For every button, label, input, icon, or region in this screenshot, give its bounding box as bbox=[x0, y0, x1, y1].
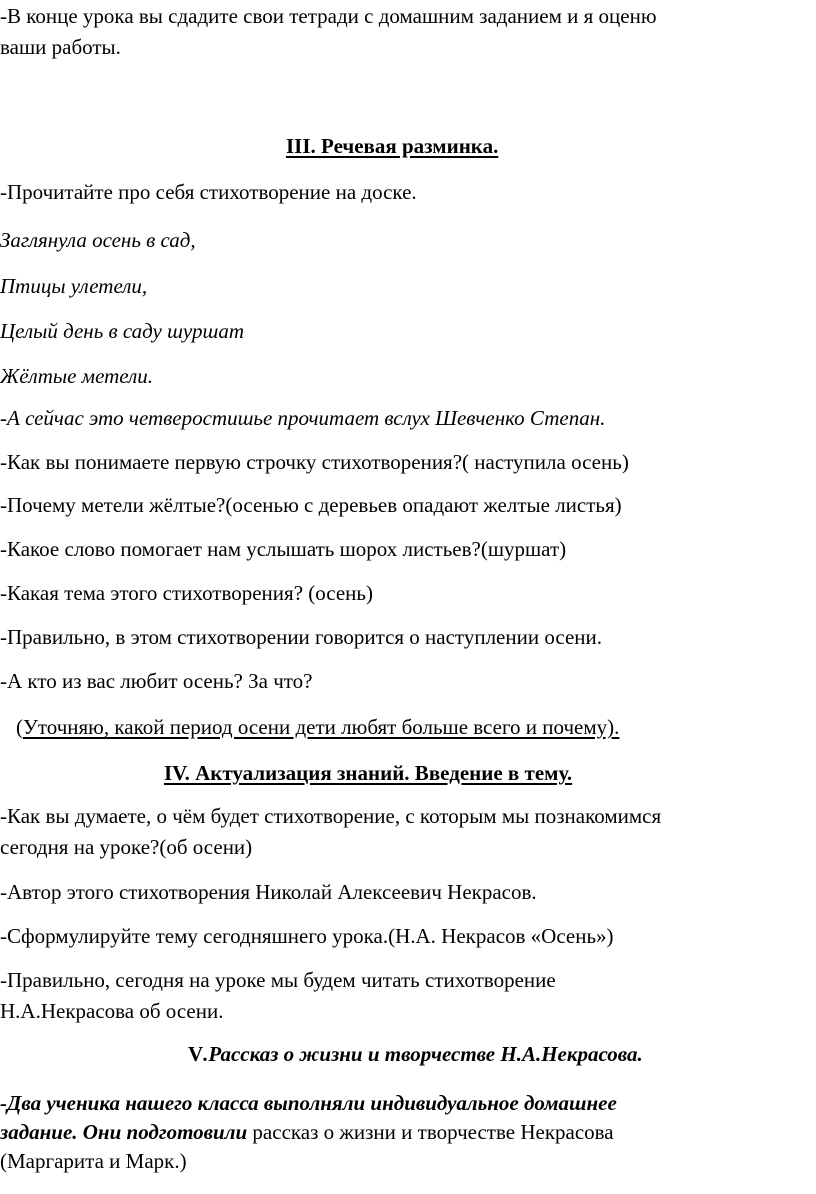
question-line: -Правильно, в этом стихотворении говорится о наступлении осени. bbox=[0, 625, 602, 649]
paragraph-read: -Прочитайте про себя стихотворение на доске. bbox=[0, 180, 417, 204]
question-line: -Почему метели жёлтые?(осенью с деревьев опадают желтые листья) bbox=[0, 493, 622, 517]
section-title: .Рассказ о жизни и творчестве Н.А.Некрасова. bbox=[203, 1042, 643, 1066]
teacher-note bbox=[16, 714, 619, 740]
question-line: -А сейчас это четверостишье прочитает вслух Шевченко Степан. bbox=[0, 406, 606, 430]
paragraph-question: -Как вы думаете, о чём будет стихотворение, с которым мы познакомимся bbox=[0, 804, 662, 828]
paragraph-question-cont: сегодня на уроке?(об осени) bbox=[0, 835, 253, 859]
paragraph-students: -Два ученика нашего класса выполняли индивидуальное домашнее bbox=[0, 1091, 617, 1115]
note-text: Уточняю, какой период осени дети любят больше всего и почему). bbox=[23, 715, 620, 739]
paragraph-students-names: (Маргарита и Марк.) bbox=[0, 1149, 187, 1173]
students-text: рассказ о жизни и творчестве Некрасова bbox=[247, 1120, 614, 1144]
poem-line: Целый день в саду шуршат bbox=[0, 319, 244, 343]
paragraph-today: -Правильно, сегодня на уроке мы будем читать стихотворение bbox=[0, 968, 556, 992]
section-heading-5 bbox=[188, 1041, 643, 1067]
paragraph-homework: -В конце урока вы сдадите свои тетради с домашним заданием и я оценю bbox=[0, 4, 657, 28]
paragraph-topic: -Сформулируйте тему сегодняшнего урока.(Н.А. Некрасов «Осень») bbox=[0, 924, 614, 948]
question-line: -Какое слово помогает нам услышать шорох листьев?(шуршат) bbox=[0, 537, 567, 561]
section-number: V bbox=[188, 1042, 204, 1066]
question-line: -Как вы понимаете первую строчку стихотворения?( наступила осень) bbox=[0, 450, 629, 474]
section-heading-4: IV. Актуализация знаний. Введение в тему. bbox=[164, 761, 573, 785]
poem-line: Жёлтые метели. bbox=[0, 364, 153, 388]
note-open-paren: ( bbox=[16, 715, 23, 739]
paragraph-author: -Автор этого стихотворения Николай Алексеевич Некрасов. bbox=[0, 880, 537, 904]
question-line: -А кто из вас любит осень? За что? bbox=[0, 669, 313, 693]
paragraph-today-cont: Н.А.Некрасова об осени. bbox=[0, 999, 224, 1023]
section-heading-3: III. Речевая разминка. bbox=[286, 134, 499, 158]
paragraph-students-cont bbox=[0, 1119, 614, 1145]
question-line: -Какая тема этого стихотворения? (осень) bbox=[0, 581, 373, 605]
poem-line: Заглянула осень в сад, bbox=[0, 228, 196, 252]
paragraph-homework-cont: ваши работы. bbox=[0, 35, 121, 59]
poem-line: Птицы улетели, bbox=[0, 274, 148, 298]
students-emphasis: задание. Они подготовили bbox=[0, 1120, 248, 1144]
